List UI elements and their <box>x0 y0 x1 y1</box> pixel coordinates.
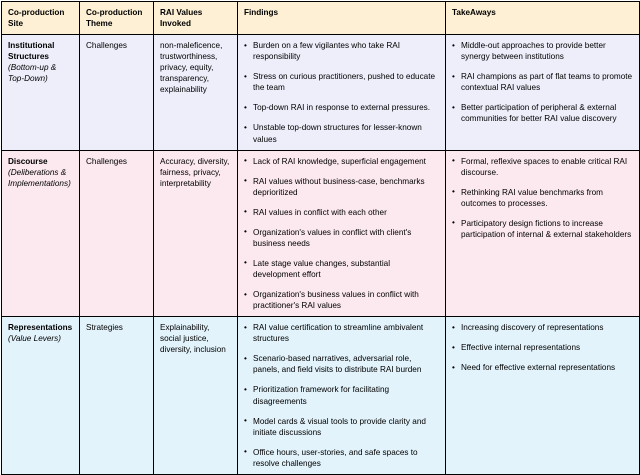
list-item: • Increasing discovery of representations <box>452 322 633 333</box>
list-item: • Organization's business values in conflict with practitioner's RAI values <box>244 289 439 311</box>
list-item: • Middle-out approaches to provide better synergy between institutions <box>452 40 633 62</box>
list-item: • Rethinking RAI value benchmarks from outcomes to processes. <box>452 187 633 209</box>
list-item: • RAI values without business-case, benchmarks deprioritized <box>244 176 439 198</box>
list-item: • Need for effective external representations <box>452 362 633 373</box>
cell-site <box>2 150 80 317</box>
list-item: • Effective internal representations <box>452 342 633 353</box>
cell-theme: Challenges <box>80 35 154 150</box>
findings-list <box>244 40 439 144</box>
takeaways-list <box>452 322 633 373</box>
cell-takeaways <box>446 35 640 150</box>
cell-site <box>2 35 80 150</box>
list-item: • Stress on curious practitioners, pushed to educate the team <box>244 71 439 93</box>
findings-list <box>244 322 439 469</box>
list-item: • Model cards & visual tools to provide clarity and initiate discussions <box>244 416 439 438</box>
site-subtitle: (Deliberations & Implementations) <box>8 167 71 188</box>
table-row <box>2 150 640 317</box>
table-row <box>2 35 640 150</box>
site-name: Representations <box>8 323 73 333</box>
list-item: • Formal, reflexive spaces to enable critical RAI discourse. <box>452 156 633 178</box>
cell-theme: Challenges <box>80 150 154 317</box>
cell-takeaways <box>446 150 640 317</box>
cell-values: Explainability, social justice, diversity, inclusion <box>154 317 238 475</box>
column-header-rai-values-invoked: RAI Values Invoked <box>154 2 238 35</box>
list-item: • RAI value certification to streamline ambivalent structures <box>244 322 439 344</box>
table-row <box>2 317 640 475</box>
list-item: • Prioritization framework for facilitating disagreements <box>244 384 439 406</box>
list-item: • Lack of RAI knowledge, superficial engagement <box>244 156 439 167</box>
list-item: • Better participation of peripheral & external communities for better RAI value discovery <box>452 102 633 124</box>
list-item: • Unstable top-down structures for lesser-known values <box>244 122 439 144</box>
cell-site <box>2 317 80 475</box>
list-item: • RAI champions as part of flat teams to promote contextual RAI values <box>452 71 633 93</box>
list-item: • RAI values in conflict with each other <box>244 207 439 218</box>
list-item: • Burden on a few vigilantes who take RAI responsibility <box>244 40 439 62</box>
cell-findings <box>238 35 446 150</box>
findings-list <box>244 156 439 312</box>
column-header-takeaways: TakeAways <box>446 2 640 35</box>
site-subtitle: (Value Levers) <box>8 334 61 344</box>
list-item: • Participatory design fictions to increase participation of internal & external stakeholders <box>452 218 633 240</box>
column-header-co-production-theme: Co-production Theme <box>80 2 154 35</box>
takeaways-list <box>452 156 633 240</box>
cell-findings <box>238 150 446 317</box>
list-item: • Late stage value changes, substantial development effort <box>244 258 439 280</box>
column-header-co-production-site: Co-production Site <box>2 2 80 35</box>
list-item: • Scenario-based narratives, adversarial role, panels, and field visits to distribute RAI burden <box>244 353 439 375</box>
table-header-row <box>2 2 640 35</box>
co-production-matrix-table <box>1 1 640 475</box>
list-item: • Office hours, user-stories, and safe spaces to resolve challenges <box>244 447 439 469</box>
list-item: • Organization's values in conflict with client's business needs <box>244 227 439 249</box>
cell-values: Accuracy, diversity, fairness, privacy, interpretability <box>154 150 238 317</box>
column-header-findings: Findings <box>238 2 446 35</box>
cell-findings <box>238 317 446 475</box>
takeaways-list <box>452 40 633 124</box>
cell-theme: Strategies <box>80 317 154 475</box>
site-name: Discourse <box>8 156 48 166</box>
table-body <box>2 35 640 475</box>
cell-values: non-maleficence, trustworthiness, privacy, equity, transparency, explainability <box>154 35 238 150</box>
site-name: Institutional Structures <box>8 41 55 62</box>
site-subtitle: (Bottom-up & Top-Down) <box>8 63 57 84</box>
list-item: • Top-down RAI in response to external pressures. <box>244 102 439 113</box>
table-header <box>2 2 640 35</box>
cell-takeaways <box>446 317 640 475</box>
